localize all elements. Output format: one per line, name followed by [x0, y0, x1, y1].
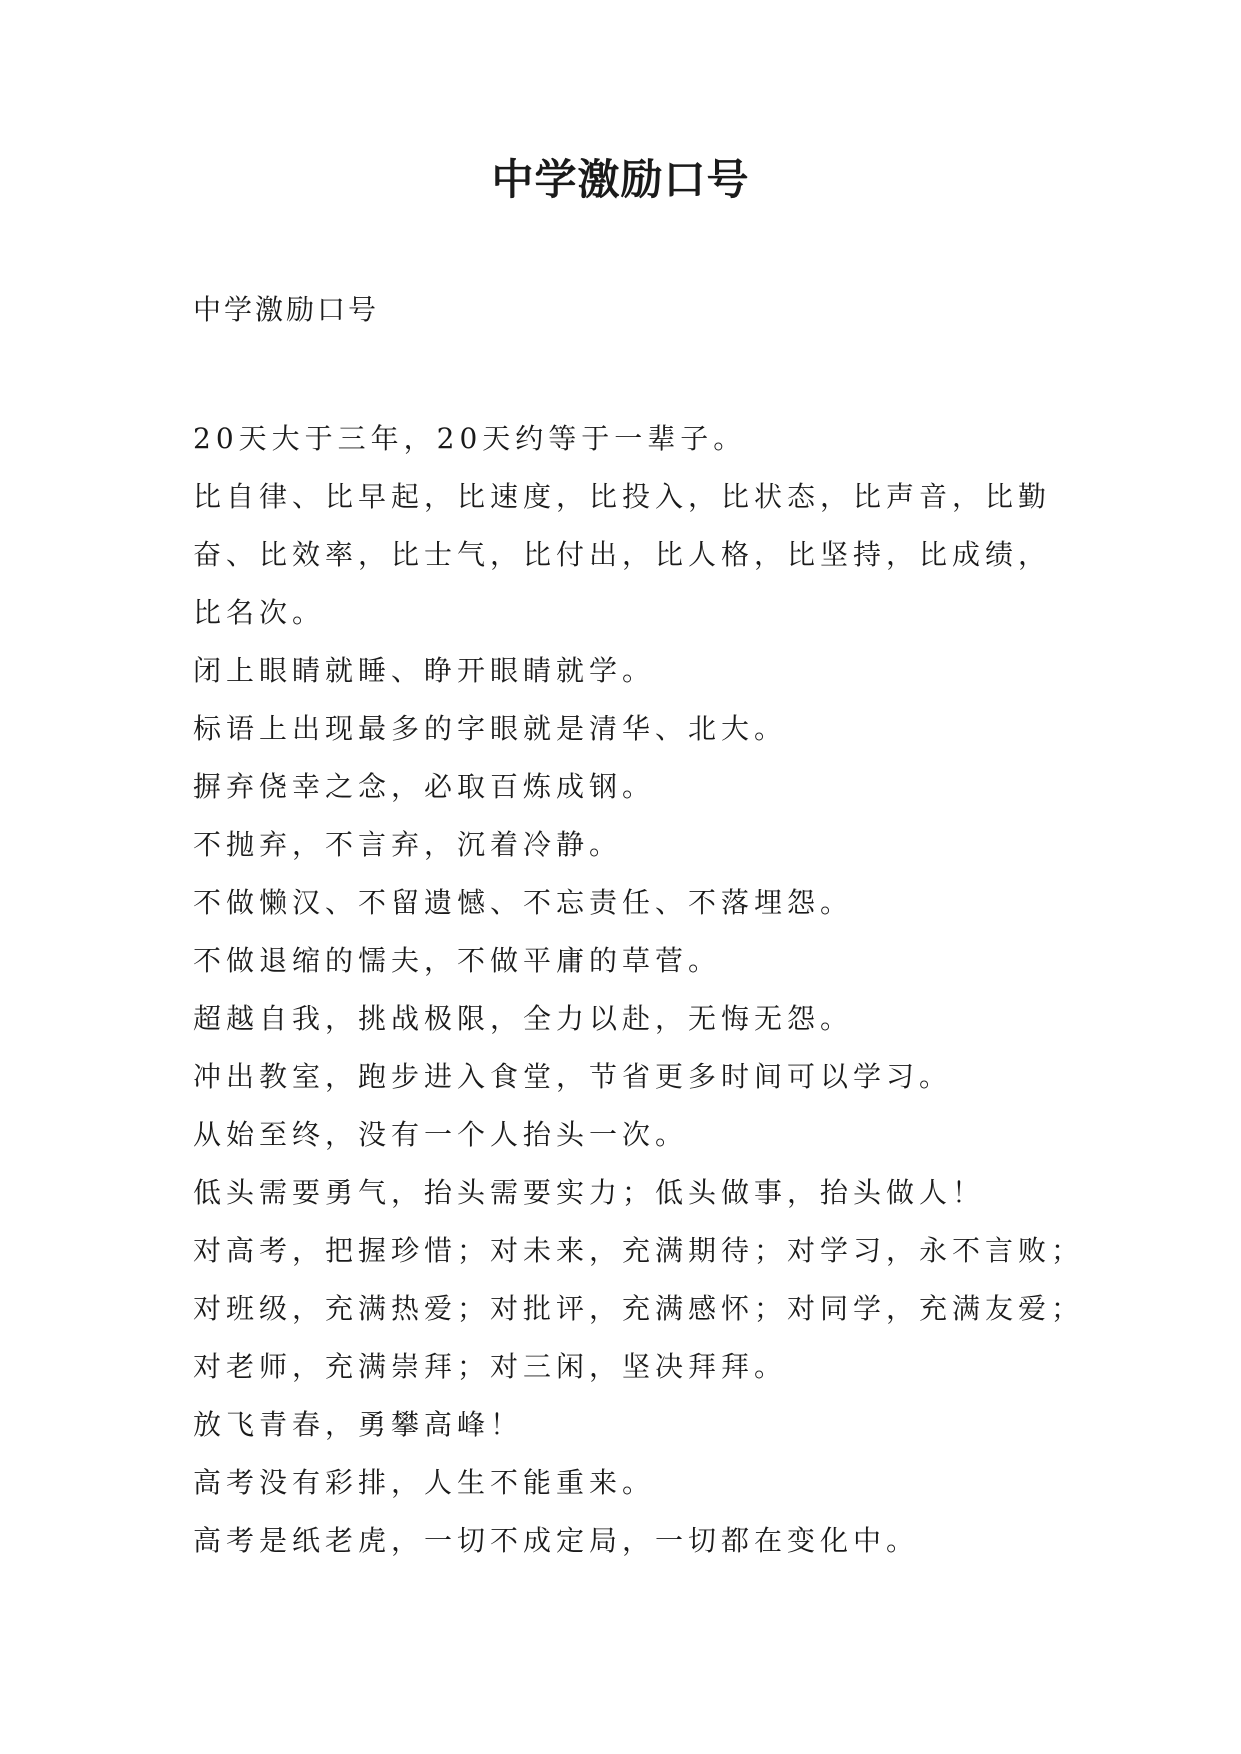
body-line: 摒弃侥幸之念，必取百炼成钢。	[193, 770, 656, 803]
body-line: 比自律、比早起，比速度，比投入，比状态，比声音，比勤	[193, 480, 1052, 513]
document-subtitle: 中学激励口号	[193, 293, 380, 326]
document-title: 中学激励口号	[491, 155, 750, 204]
body-line: 不做退缩的懦夫，不做平庸的草菅。	[193, 944, 722, 977]
body-line: 不做懒汉、不留遗憾、不忘责任、不落埋怨。	[193, 886, 854, 919]
body-line: 超越自我，挑战极限，全力以赴，无悔无怨。	[193, 1002, 854, 1035]
body-line: 高考是纸老虎，一切不成定局，一切都在变化中。	[193, 1524, 920, 1557]
body-line: 冲出教室，跑步进入食堂，节省更多时间可以学习。	[193, 1060, 953, 1093]
body-line: 比名次。	[193, 596, 326, 629]
body-line: 对班级，充满热爱；对批评，充满感怀；对同学，充满友爱；	[193, 1292, 1085, 1325]
body-line: 标语上出现最多的字眼就是清华、北大。	[193, 712, 788, 745]
body-line: 奋、比效率，比士气，比付出，比人格，比坚持，比成绩，	[193, 538, 1052, 571]
body-line: 20天大于三年，20天约等于一辈子。	[193, 422, 747, 455]
body-line: 对老师，充满崇拜；对三闲，坚决拜拜。	[193, 1350, 788, 1383]
body-line: 闭上眼睛就睡、睁开眼睛就学。	[193, 654, 656, 687]
body-line: 从始至终，没有一个人抬头一次。	[193, 1118, 689, 1151]
body-line: 低头需要勇气，抬头需要实力；低头做事，抬头做人！	[193, 1176, 986, 1209]
body-line: 对高考，把握珍惜；对未来，充满期待；对学习，永不言败；	[193, 1234, 1085, 1267]
body-line: 放飞青春，勇攀高峰！	[193, 1408, 524, 1441]
body-line: 不抛弃，不言弃，沉着冷静。	[193, 828, 623, 861]
body-line: 高考没有彩排，人生不能重来。	[193, 1466, 656, 1499]
document-body	[193, 410, 1085, 1570]
